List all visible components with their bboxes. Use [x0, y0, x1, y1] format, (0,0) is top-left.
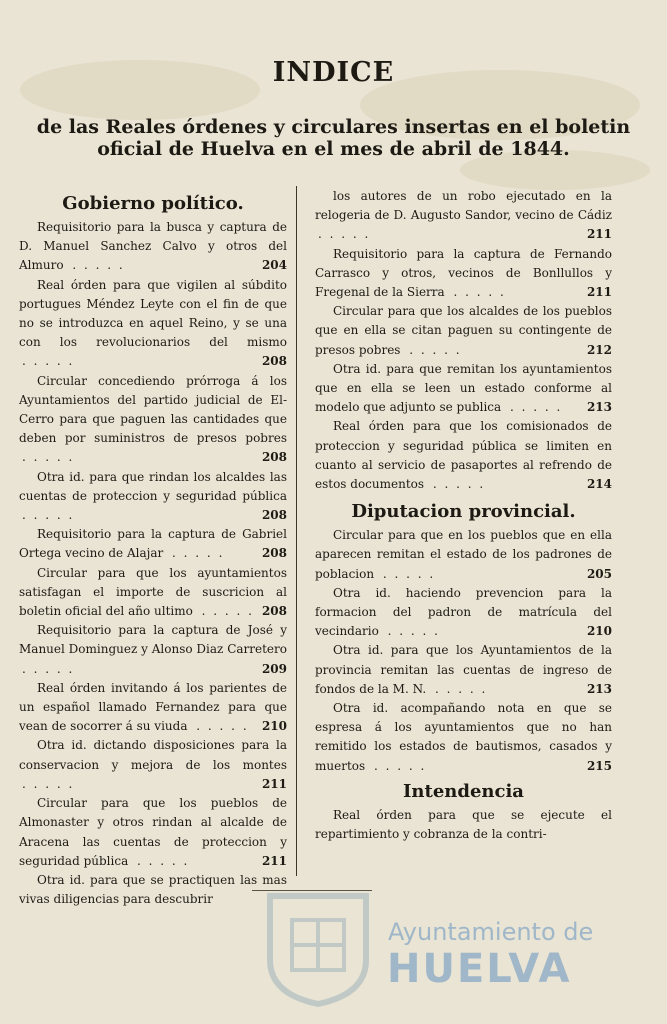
leader-dots: . . . . . — [381, 624, 440, 639]
entry-text: Otra id. para que remitan los ayuntamientos que en ella se leen un estado conforme al modelo que adjunto se publica — [315, 361, 612, 415]
index-entry — [19, 736, 287, 794]
leader-dots: . . . . . — [429, 681, 488, 696]
entry-text: Circular concediendo prórroga á los Ayuntamientos del partido judicial de El-Cerro para que paguen las cantidades que deben por suministros de presos pobres — [19, 373, 287, 446]
entry-text: Requisitorio para la captura de José y Manuel Dominguez y Alonso Diaz Carretero — [19, 623, 287, 657]
entry-text: Circular para que los ayuntamientos satisfagan el importe de suscricion al boletin oficial del año ultimo — [19, 565, 287, 619]
leader-dots: . . . . . — [195, 604, 254, 619]
index-entry — [19, 564, 287, 622]
right-column — [315, 187, 612, 844]
index-entry — [315, 245, 612, 303]
entry-text: Circular para que los pueblos de Almonaster y otros rindan al alcalde de Aracena las cuentas de proteccion y seguridad pública — [19, 796, 287, 868]
entry-page: 213 — [586, 681, 612, 696]
index-entry — [19, 621, 287, 679]
continued-entry — [315, 187, 612, 245]
entry-page: 204 — [261, 258, 287, 273]
entry-text: Otra id. para que rindan los alcaldes las cuentas de proteccion y seguridad pública — [19, 469, 287, 503]
right-entries-diputacion — [315, 526, 612, 776]
leader-dots: . . . . . — [22, 661, 75, 676]
entry-text: Otra id. dictando disposiciones para la conservacion y mejora de los montes — [19, 738, 287, 772]
index-entry — [315, 584, 612, 642]
index-entry — [19, 372, 287, 468]
entry-text: Requisitorio para la busca y captura de D. Manuel Sanchez Calvo y otros del Almuro — [19, 220, 287, 273]
ayuntamiento-shield-icon — [262, 890, 374, 1008]
subtitle-line-2: oficial de Huelva en el mes de abril de 1844. — [97, 138, 570, 160]
leader-dots: . . . . . — [427, 477, 486, 492]
entry-page: 208 — [261, 604, 287, 619]
entry-text: los autores de un robo ejecutado en la relogeria de D. Augusto Sandor, vecino de Cádiz — [315, 189, 612, 223]
leader-dots: . . . . . — [447, 285, 506, 300]
entry-text: Otra id. para que los Ayuntamientos de la provincia remitan las cuentas de ingreso de fondos de la M. N. — [315, 643, 612, 696]
section-title-intendencia: Intendencia — [403, 780, 524, 802]
entry-page: 211 — [586, 227, 612, 242]
entry-page: 208 — [261, 546, 287, 561]
right-entries-intendencia — [315, 806, 612, 844]
left-entries — [19, 218, 287, 909]
entry-text: Otra id. haciendo prevencion para la formacion del padron de matrícula del vecindario — [315, 585, 612, 639]
entry-page: 208 — [261, 508, 287, 523]
index-entry — [19, 276, 287, 372]
leader-dots: . . . . . — [131, 853, 190, 868]
entry-text: Real órden invitando á los parientes de un español llamado Fernandez para que vean de socorrer á su viuda — [19, 680, 287, 734]
section-title-gobierno: Gobierno político. — [62, 193, 244, 214]
entry-page: 211 — [261, 776, 287, 791]
leader-dots: . . . . . — [403, 342, 462, 357]
index-entry — [315, 417, 612, 494]
leader-dots: . . . . . — [66, 258, 125, 273]
index-entry — [315, 360, 612, 418]
entry-text: Real órden para que se ejecute el repartimiento y cobranza de la contri- — [315, 807, 612, 842]
entry-text: Circular para que en los pueblos que en ella aparecen remitan el estado de los padrones de poblacion — [315, 528, 612, 581]
left-column — [19, 190, 287, 909]
entry-page: 211 — [586, 285, 612, 300]
watermark-line-1: Ayuntamiento de — [388, 918, 594, 946]
entry-text: Otra id. para que se practiquen las mas vivas diligencias para descubrir — [19, 872, 287, 907]
entry-page: 212 — [586, 342, 612, 357]
index-entry — [19, 468, 287, 526]
watermark-line-2: HUELVA — [387, 946, 572, 992]
leader-dots: . . . . . — [377, 566, 436, 581]
index-entry — [19, 525, 287, 563]
leader-dots: . . . . . — [22, 776, 75, 791]
index-entry — [19, 794, 287, 871]
leader-dots: . . . . . — [166, 546, 225, 561]
entry-text: Circular para que los alcaldes de los pueblos que en ella se citan paguen su contingente de presos pobres — [315, 304, 612, 357]
entry-text: Real órden para que los comisionados de proteccion y seguridad pública se limiten en cuanto al servicio de pasaportes al refrendo de estos documentos — [315, 419, 612, 492]
entry-page: 205 — [586, 566, 612, 581]
leader-dots: . . . . . — [368, 758, 427, 773]
subtitle-line-1: de las Reales órdenes y circulares insertas en el boletin — [36, 116, 631, 138]
leader-dots: . . . . . — [22, 508, 75, 523]
index-entry — [315, 699, 612, 776]
entry-text: Requisitorio para la captura de Fernando Carrasco y otros, vecinos de Bonllullos y Fregenal de la Sierra — [315, 246, 612, 300]
entry-page: 211 — [261, 853, 287, 868]
entry-page: 209 — [261, 661, 287, 676]
leader-dots: . . . . . — [22, 450, 75, 465]
entry-page: 208 — [261, 354, 287, 369]
entry-page: 214 — [586, 477, 612, 492]
leader-dots: . . . . . — [22, 354, 75, 369]
index-entry — [19, 679, 287, 737]
leader-dots: . . . . . — [504, 400, 563, 415]
column-divider — [296, 186, 297, 876]
index-entry — [19, 871, 287, 909]
index-entry — [315, 641, 612, 699]
leader-dots: . . . . . — [190, 719, 249, 734]
entry-page: 210 — [586, 624, 612, 639]
entry-page: 208 — [261, 450, 287, 465]
entry-text: Otra id. acompañando nota en que se espresa á los ayuntamientos que no han remitido los estados de bautismos, casados y muertos — [315, 701, 612, 773]
index-entry — [315, 526, 612, 584]
page-title: INDICE — [272, 57, 395, 88]
entry-page: 213 — [586, 400, 612, 415]
entry-text: Real órden para que vigilen al súbdito portugues Méndez Leyte con el fin de que no se introduzca en aquel Reino, y se una con los revolucionarios del mismo — [19, 277, 287, 350]
entry-text: Requisitorio para la captura de Gabriel Ortega vecino de Alajar — [19, 527, 287, 561]
leader-dots: . . . . . — [318, 227, 371, 242]
index-entry — [19, 218, 287, 276]
entry-page: 215 — [586, 758, 612, 773]
index-entry — [315, 302, 612, 360]
entry-page: 210 — [261, 719, 287, 734]
right-entries — [315, 245, 612, 495]
index-entry — [315, 806, 612, 844]
section-title-diputacion: Diputacion provincial. — [351, 501, 576, 523]
